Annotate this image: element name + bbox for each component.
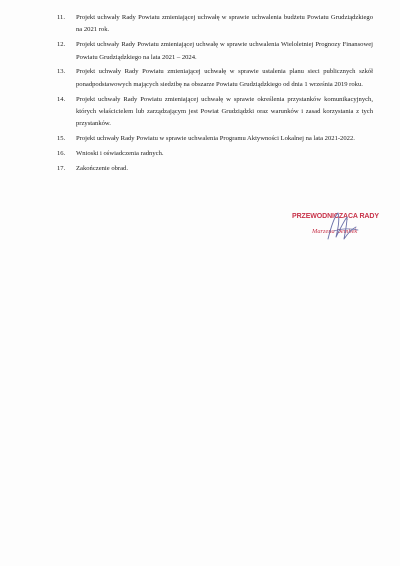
agenda-item-text: Projekt uchwały Rady Powiatu zmieniającej uchwałę w sprawie uchwalenia budżetu Powiatu Grudziądzkiego na 2021 rok. bbox=[76, 14, 373, 34]
stamp-name: Marzena Dembek bbox=[312, 228, 358, 235]
agenda-item-number: 11. bbox=[57, 14, 65, 21]
agenda-item-17 bbox=[57, 163, 373, 175]
agenda-item-number: 16. bbox=[57, 150, 66, 158]
agenda-item-text: Projekt uchwały Rady Powiatu zmieniającej uchwałę w sprawie ustalenia planu sieci publicznych szkół ponadpodstawowych mających siedzibę na obszarze Powiatu Grudziądzkiego od dnia 1 września 2019 roku. bbox=[76, 68, 373, 88]
agenda-item-number: 13. bbox=[57, 68, 66, 76]
agenda-item-13 bbox=[57, 66, 373, 91]
agenda-item-12 bbox=[57, 39, 373, 64]
agenda-item-14 bbox=[57, 94, 373, 131]
agenda-item-text: Projekt uchwały Rady Powiatu zmieniającej uchwałę w sprawie określenia przystanków komunikacyjnych, których właścicielem lub zarządzającym jest Powiat Grudziądzki oraz warunków i zasad korzystania z tych przystanków. bbox=[76, 95, 373, 128]
agenda-list bbox=[57, 12, 373, 178]
agenda-item-number: 14. bbox=[57, 95, 66, 103]
agenda-item-text: Wnioski i oświadczenia radnych. bbox=[76, 150, 164, 158]
agenda-item-number: 12. bbox=[57, 41, 66, 49]
handwritten-signature bbox=[322, 209, 362, 245]
agenda-item-number: 15. bbox=[57, 135, 66, 143]
agenda-item-11 bbox=[57, 12, 373, 37]
agenda-item-number: 17. bbox=[57, 164, 66, 172]
agenda-item-text: Projekt uchwały Rady Powiatu w sprawie uchwalenia Programu Aktywności Lokalnej na lata 2021-2022. bbox=[76, 135, 355, 143]
agenda-item-16 bbox=[57, 148, 373, 160]
agenda-item-15 bbox=[57, 133, 373, 145]
agenda-item-text: Zakończenie obrad. bbox=[76, 164, 128, 172]
stamp-title: PRZEWODNICZĄCA RADY bbox=[292, 213, 379, 220]
chairwoman-stamp bbox=[292, 213, 382, 263]
agenda-item-text: Projekt uchwały Rady Powiatu zmieniającej uchwałę w sprawie uchwalenia Wieloletniej Prognozy Finansowej Powiatu Grudziądzkiego na lata 2021 – 2024. bbox=[76, 41, 373, 61]
